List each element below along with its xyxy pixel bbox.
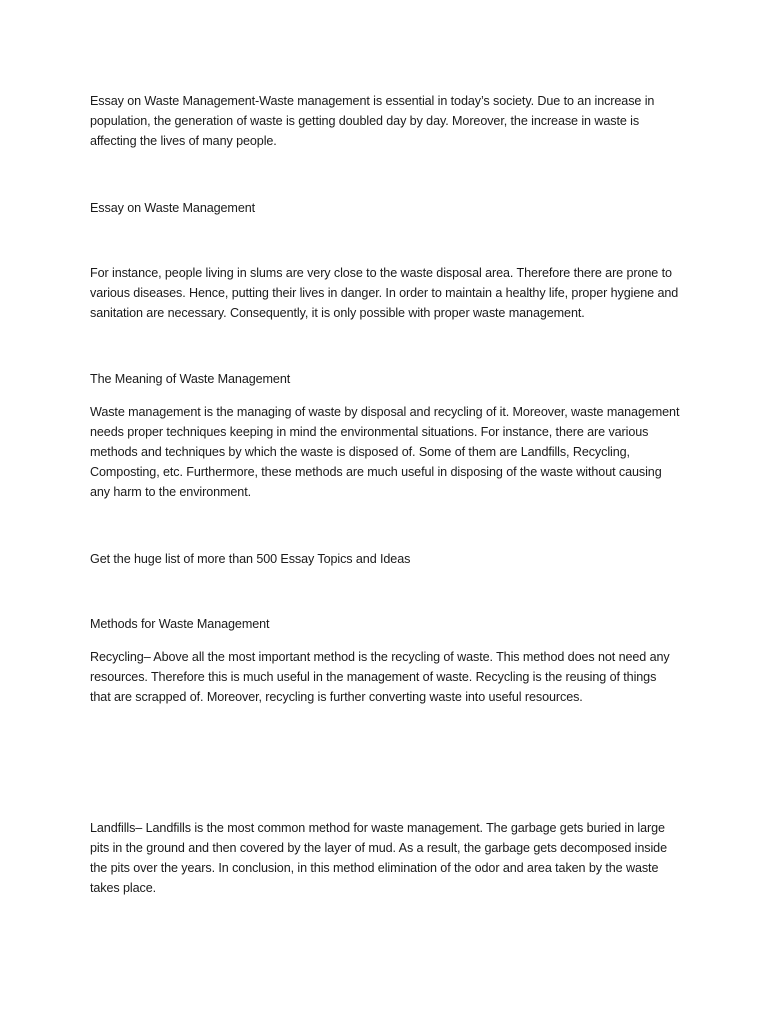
landfills-paragraph: Landfills– Landfills is the most common method for waste management. The garbage gets buried in large pits in the ground and then covered by the layer of mud. As a result, the garbage gets decomposed inside the pits over the years. In conclusion, in this method elimination of the odor and area taken by the waste takes place. (90, 821, 667, 895)
methods-heading: Methods for Waste Management (90, 617, 270, 631)
slums-paragraph: For instance, people living in slums are very close to the waste disposal area. Therefore there are prone to various diseases. Hence, putting their lives in danger. In order to maintain a healthy life, proper hygiene and sanitation are necessary. Consequently, it is only possible with proper waste management. (90, 266, 679, 320)
topics-list-line: Get the huge list of more than 500 Essay Topics and Ideas (90, 552, 411, 566)
intro-paragraph: Essay on Waste Management-Waste management is essential in today’s society. Due to an increase in population, the generation of waste is getting doubled day by day. Moreover, the increase in waste is affecting the lives of many people. (90, 94, 655, 148)
essay-title-line: Essay on Waste Management (90, 201, 256, 215)
meaning-paragraph: Waste management is the managing of waste by disposal and recycling of it. Moreover, waste management needs proper techniques keeping in mind the environmental situations. For instance, there are various methods and techniques by which the waste is disposed of. Some of them are Landfills, Recycling, Composting, etc. Furthermore, these methods are much useful in disposing of the waste without causing any harm to the environment. (90, 405, 680, 499)
recycling-paragraph: Recycling– Above all the most important method is the recycling of waste. This method does not need any resources. Therefore this is much useful in the management of waste. Recycling is the reusing of things that are scrapped of. Moreover, recycling is further converting waste into useful resources. (90, 650, 670, 704)
meaning-heading: The Meaning of Waste Management (90, 372, 291, 386)
